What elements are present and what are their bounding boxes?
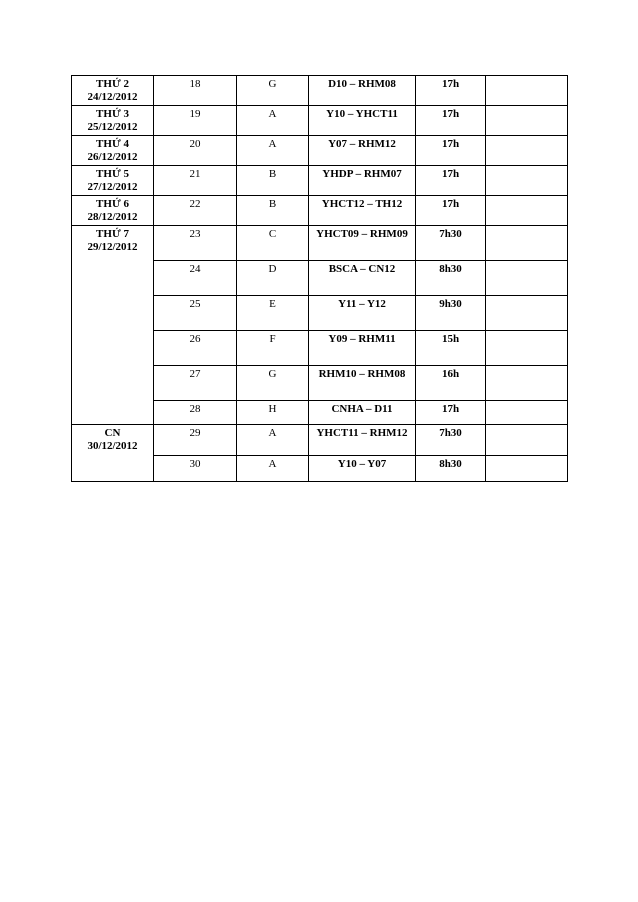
match-teams: RHM10 – RHM08 <box>309 366 416 401</box>
day-date: 29/12/2012 <box>87 241 138 253</box>
field-code: G <box>237 76 309 106</box>
match-number: 19 <box>154 106 237 136</box>
table-row <box>72 106 568 136</box>
match-note <box>486 401 568 425</box>
match-time: 17h <box>416 136 486 166</box>
field-code: H <box>237 401 309 425</box>
field-code: A <box>237 106 309 136</box>
match-teams: Y11 – Y12 <box>309 296 416 331</box>
day-cell <box>72 106 154 136</box>
match-time: 17h <box>416 196 486 226</box>
match-number: 23 <box>154 226 237 261</box>
match-time: 7h30 <box>416 226 486 261</box>
match-note <box>486 166 568 196</box>
match-teams: CNHA – D11 <box>309 401 416 425</box>
day-cell <box>72 136 154 166</box>
field-code: A <box>237 136 309 166</box>
match-note <box>486 296 568 331</box>
match-teams: Y07 – RHM12 <box>309 136 416 166</box>
match-note <box>486 456 568 482</box>
match-note <box>486 261 568 296</box>
match-number: 29 <box>154 425 237 456</box>
match-note <box>486 106 568 136</box>
match-number: 24 <box>154 261 237 296</box>
day-name: THỨ 3 <box>96 108 129 120</box>
table-row <box>72 425 568 456</box>
day-date: 30/12/2012 <box>87 440 138 452</box>
match-time: 17h <box>416 166 486 196</box>
match-note <box>486 226 568 261</box>
day-name: THỨ 5 <box>96 168 129 180</box>
match-time: 17h <box>416 401 486 425</box>
match-note <box>486 331 568 366</box>
table-row <box>72 226 568 261</box>
day-cell <box>72 196 154 226</box>
day-name: THỨ 4 <box>96 138 129 150</box>
match-number: 28 <box>154 401 237 425</box>
match-time: 8h30 <box>416 456 486 482</box>
match-note <box>486 366 568 401</box>
field-code: D <box>237 261 309 296</box>
match-teams: YHCT11 – RHM12 <box>309 425 416 456</box>
match-teams: YHCT09 – RHM09 <box>309 226 416 261</box>
match-number: 18 <box>154 76 237 106</box>
match-time: 17h <box>416 76 486 106</box>
match-number: 25 <box>154 296 237 331</box>
day-cell <box>72 226 154 425</box>
match-time: 9h30 <box>416 296 486 331</box>
field-code: G <box>237 366 309 401</box>
match-note <box>486 136 568 166</box>
match-number: 20 <box>154 136 237 166</box>
match-teams: Y10 – Y07 <box>309 456 416 482</box>
day-name: THỨ 6 <box>96 198 129 210</box>
day-cell <box>72 425 154 482</box>
match-time: 17h <box>416 106 486 136</box>
match-teams: YHDP – RHM07 <box>309 166 416 196</box>
match-number: 30 <box>154 456 237 482</box>
match-teams: Y10 – YHCT11 <box>309 106 416 136</box>
day-date: 27/12/2012 <box>87 181 138 193</box>
match-note <box>486 425 568 456</box>
table-row <box>72 136 568 166</box>
match-number: 21 <box>154 166 237 196</box>
day-date: 26/12/2012 <box>87 151 138 163</box>
day-name: CN <box>104 427 121 439</box>
field-code: E <box>237 296 309 331</box>
field-code: B <box>237 166 309 196</box>
match-number: 22 <box>154 196 237 226</box>
day-name: THỨ 7 <box>96 228 129 240</box>
match-time: 7h30 <box>416 425 486 456</box>
match-teams: BSCA – CN12 <box>309 261 416 296</box>
match-teams: Y09 – RHM11 <box>309 331 416 366</box>
table-row <box>72 76 568 106</box>
match-time: 15h <box>416 331 486 366</box>
match-time: 16h <box>416 366 486 401</box>
match-number: 27 <box>154 366 237 401</box>
day-date: 25/12/2012 <box>87 121 138 133</box>
match-note <box>486 76 568 106</box>
day-date: 28/12/2012 <box>87 211 138 223</box>
day-cell <box>72 166 154 196</box>
match-note <box>486 196 568 226</box>
field-code: A <box>237 425 309 456</box>
table-row <box>72 166 568 196</box>
field-code: B <box>237 196 309 226</box>
day-name: THỨ 2 <box>96 78 129 90</box>
table-row <box>72 196 568 226</box>
day-cell <box>72 76 154 106</box>
match-teams: D10 – RHM08 <box>309 76 416 106</box>
match-teams: YHCT12 – TH12 <box>309 196 416 226</box>
field-code: C <box>237 226 309 261</box>
field-code: F <box>237 331 309 366</box>
match-schedule-table <box>71 75 568 482</box>
day-date: 24/12/2012 <box>87 91 138 103</box>
field-code: A <box>237 456 309 482</box>
match-time: 8h30 <box>416 261 486 296</box>
match-number: 26 <box>154 331 237 366</box>
